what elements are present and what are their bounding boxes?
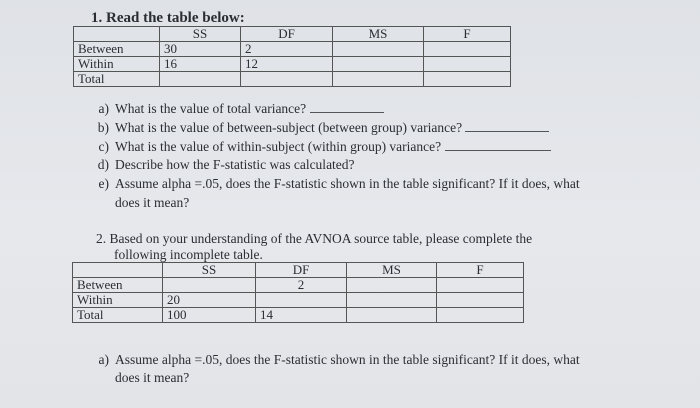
cell-ms bbox=[333, 42, 424, 57]
table-row bbox=[74, 42, 511, 57]
cell-df: 12 bbox=[241, 57, 333, 72]
item-label: d) bbox=[97, 157, 109, 172]
table-header-row bbox=[74, 27, 511, 42]
answer-blank bbox=[310, 100, 384, 113]
q1-item-a bbox=[95, 100, 384, 117]
q1-item-e-cont bbox=[95, 195, 189, 211]
item-text: What is the value of within-subject (within group) variance? bbox=[115, 139, 442, 154]
header-df: DF bbox=[256, 263, 347, 278]
item-label: a) bbox=[98, 352, 109, 367]
item-text: Assume alpha =.05, does the F-statistic shown in the table significant? If it does, what bbox=[115, 352, 580, 367]
cell-ss: 20 bbox=[163, 293, 256, 308]
q1-item-d bbox=[95, 157, 355, 173]
item-text: does it mean? bbox=[115, 370, 190, 385]
header-ss: SS bbox=[160, 27, 241, 42]
q2-item-a-cont bbox=[95, 370, 189, 386]
cell-df bbox=[256, 293, 347, 308]
item-label: e) bbox=[98, 176, 109, 191]
table-row bbox=[73, 278, 524, 293]
header-cell-empty bbox=[73, 263, 163, 278]
question-2-title-line1: 2. Based on your understanding of the AVNOA source table, please complete the bbox=[96, 231, 533, 246]
q2-anova-table bbox=[72, 262, 524, 323]
cell-f bbox=[437, 308, 524, 323]
cell-df: 14 bbox=[256, 308, 347, 323]
row-label: Between bbox=[73, 278, 163, 293]
answer-blank bbox=[465, 119, 549, 132]
answer-blank bbox=[445, 138, 551, 151]
cell-ms bbox=[347, 308, 437, 323]
item-text: Describe how the F-statistic was calculated? bbox=[115, 157, 355, 172]
header-f: F bbox=[424, 27, 511, 42]
cell-f bbox=[437, 293, 524, 308]
cell-df bbox=[241, 72, 333, 87]
table-row bbox=[74, 72, 511, 87]
row-label: Within bbox=[73, 293, 163, 308]
q1-item-b bbox=[95, 119, 549, 136]
cell-ss: 16 bbox=[160, 57, 241, 72]
row-label: Within bbox=[74, 57, 160, 72]
cell-ss: 30 bbox=[160, 42, 241, 57]
item-text: does it mean? bbox=[115, 195, 190, 210]
cell-f bbox=[424, 57, 511, 72]
cell-ss bbox=[163, 278, 256, 293]
cell-f bbox=[424, 72, 511, 87]
row-label: Total bbox=[73, 308, 163, 323]
question-2-title-line2: following incomplete table. bbox=[114, 247, 263, 262]
header-df: DF bbox=[241, 27, 333, 42]
cell-ms bbox=[347, 293, 437, 308]
table-row bbox=[73, 293, 524, 308]
cell-ms bbox=[347, 278, 437, 293]
cell-df: 2 bbox=[256, 278, 347, 293]
item-label: c) bbox=[98, 139, 109, 154]
cell-f bbox=[424, 42, 511, 57]
cell-ms bbox=[333, 57, 424, 72]
q2-item-a bbox=[95, 352, 580, 368]
cell-f bbox=[437, 278, 524, 293]
item-label: a) bbox=[98, 101, 109, 116]
header-cell-empty bbox=[74, 27, 160, 42]
table-row bbox=[74, 57, 511, 72]
item-text: Assume alpha =.05, does the F-statistic shown in the table significant? If it does, what bbox=[115, 176, 580, 191]
row-label: Between bbox=[74, 42, 160, 57]
item-text: What is the value of between-subject (between group) variance? bbox=[115, 120, 463, 135]
question-1-title: 1. Read the table below: bbox=[91, 10, 245, 26]
q1-item-c bbox=[95, 138, 551, 155]
cell-df: 2 bbox=[241, 42, 333, 57]
cell-ms bbox=[333, 72, 424, 87]
header-ss: SS bbox=[163, 263, 256, 278]
item-text: What is the value of total variance? bbox=[115, 101, 307, 116]
row-label: Total bbox=[74, 72, 160, 87]
table-row bbox=[73, 308, 524, 323]
header-ms: MS bbox=[347, 263, 437, 278]
table-header-row bbox=[73, 263, 524, 278]
q1-item-e bbox=[95, 176, 580, 192]
item-label: b) bbox=[97, 120, 109, 135]
q1-anova-table bbox=[73, 26, 511, 87]
cell-ss: 100 bbox=[163, 308, 256, 323]
header-ms: MS bbox=[333, 27, 424, 42]
cell-ss bbox=[160, 72, 241, 87]
header-f: F bbox=[437, 263, 524, 278]
